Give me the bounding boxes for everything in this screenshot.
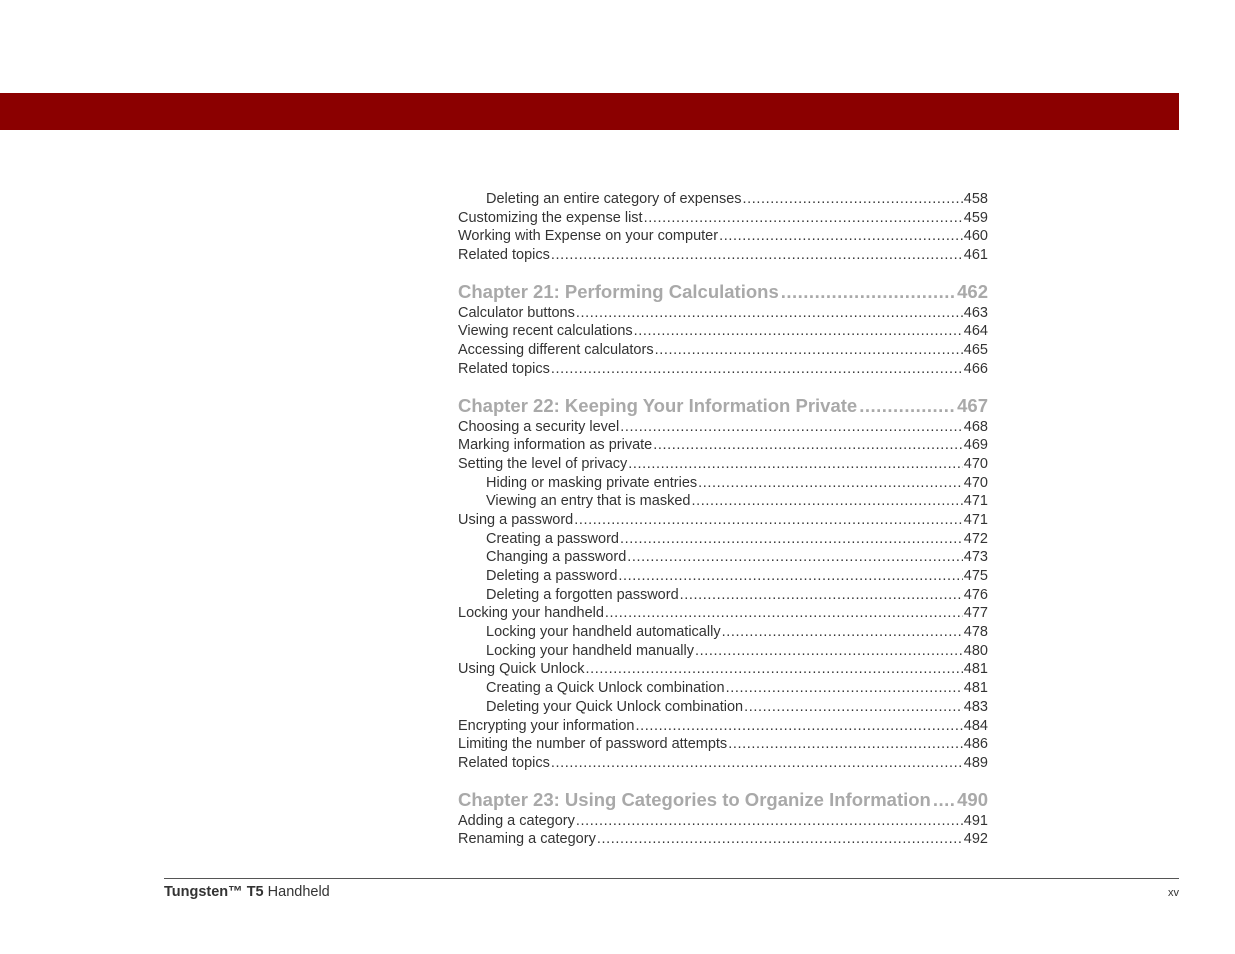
product-subtitle: Handheld <box>263 884 330 900</box>
leader-dots <box>586 660 963 679</box>
toc-entry[interactable] <box>458 548 988 567</box>
toc-group <box>458 812 988 849</box>
toc-entry-title: Locking your handheld manually <box>486 642 694 659</box>
toc-entry-title: Creating a Quick Unlock combination <box>486 680 725 697</box>
toc-entry-page: 486 <box>963 736 988 753</box>
toc-entry-page: 489 <box>963 754 988 771</box>
toc-entry[interactable] <box>458 227 988 246</box>
toc-entry-title: Choosing a security level <box>458 418 620 435</box>
toc-entry[interactable] <box>458 455 988 474</box>
leader-dots <box>655 341 963 360</box>
toc-entry-title: Marking information as private <box>458 437 653 454</box>
footer-title <box>164 884 330 900</box>
toc-entry-title: Locking your handheld <box>458 605 604 622</box>
page-number: xv <box>1168 887 1179 899</box>
toc-entry[interactable] <box>458 474 988 493</box>
toc-entry-title: Customizing the expense list <box>458 209 643 226</box>
leader-dots <box>744 698 963 717</box>
toc-entry[interactable] <box>458 436 988 455</box>
toc-entry-page: 481 <box>963 680 988 697</box>
toc-entry-title: Deleting your Quick Unlock combination <box>486 698 744 715</box>
toc-entry-title: Accessing different calculators <box>458 342 654 359</box>
leader-dots <box>618 567 962 586</box>
toc-entry-title: Related topics <box>458 247 550 264</box>
toc-entry-page: 469 <box>963 437 988 454</box>
toc-entry-title: Changing a password <box>486 549 627 566</box>
leader-dots <box>859 394 955 418</box>
leader-dots <box>653 436 963 455</box>
leader-dots <box>698 474 963 493</box>
toc-entry-title: Limiting the number of password attempts <box>458 736 728 753</box>
toc-entry[interactable] <box>458 623 988 642</box>
leader-dots <box>576 812 963 831</box>
leader-dots <box>551 360 963 379</box>
toc-entry-title: Related topics <box>458 754 550 771</box>
toc-entry-title: Locking your handheld automatically <box>486 624 721 641</box>
toc-entry-title: Hiding or masking private entries <box>486 474 698 491</box>
leader-dots <box>722 623 963 642</box>
toc-entry[interactable] <box>458 322 988 341</box>
chapter-heading[interactable] <box>458 788 988 812</box>
chapter-page: 462 <box>957 280 988 302</box>
toc-group <box>458 418 988 773</box>
toc-entry-title: Viewing recent calculations <box>458 323 633 340</box>
toc-entry[interactable] <box>458 492 988 511</box>
leader-dots <box>726 679 963 698</box>
toc-entry[interactable] <box>458 812 988 831</box>
toc-entry-title: Adding a category <box>458 812 575 829</box>
toc-entry-page: 492 <box>963 831 988 848</box>
toc-entry-title: Renaming a category <box>458 831 596 848</box>
toc-entry-page: 477 <box>963 605 988 622</box>
toc-entry-page: 473 <box>963 549 988 566</box>
toc-entry[interactable] <box>458 717 988 736</box>
chapter-title: Chapter 22: Keeping Your Information Private <box>458 394 858 416</box>
toc-entry-title: Encrypting your information <box>458 717 635 734</box>
toc-entry-page: 470 <box>963 474 988 491</box>
chapter-heading[interactable] <box>458 280 988 304</box>
leader-dots <box>680 586 963 605</box>
toc-entry-title: Using Quick Unlock <box>458 661 585 678</box>
leader-dots <box>605 604 963 623</box>
toc-entry[interactable] <box>458 246 988 265</box>
leader-dots <box>551 754 963 773</box>
toc-entry-page: 476 <box>963 586 988 603</box>
leader-dots <box>933 788 955 812</box>
toc-entry-page: 491 <box>963 812 988 829</box>
toc-group <box>458 304 988 379</box>
toc-entry[interactable] <box>458 209 988 228</box>
leader-dots <box>695 642 963 661</box>
toc-entry[interactable] <box>458 679 988 698</box>
toc-entry-page: 466 <box>963 360 988 377</box>
toc-entry-page: 484 <box>963 717 988 734</box>
toc-entry-title: Deleting a forgotten password <box>486 586 679 603</box>
toc-entry-page: 471 <box>963 511 988 528</box>
toc-entry[interactable] <box>458 660 988 679</box>
toc-entry-title: Setting the level of privacy <box>458 455 628 472</box>
leader-dots <box>628 455 963 474</box>
toc-entry-title: Deleting a password <box>486 568 618 584</box>
toc-entry-page: 460 <box>963 228 988 245</box>
toc-entry[interactable] <box>458 341 988 360</box>
toc-entry-page: 468 <box>963 418 988 435</box>
leader-dots <box>728 735 963 754</box>
toc-entry[interactable] <box>458 830 988 849</box>
leader-dots <box>781 280 955 304</box>
chapter-title: Chapter 21: Performing Calculations <box>458 280 779 302</box>
chapter-heading[interactable] <box>458 394 988 418</box>
toc-entry[interactable] <box>458 604 988 623</box>
footer-rule <box>164 878 1179 879</box>
toc-entry[interactable] <box>458 735 988 754</box>
toc-entry-page: 458 <box>963 191 988 207</box>
toc-entry-title: Using a password <box>458 511 574 528</box>
toc-entry[interactable] <box>458 754 988 773</box>
toc-entry[interactable] <box>458 304 988 323</box>
chapter-page: 490 <box>957 788 988 810</box>
toc-entry-page: 459 <box>963 209 988 226</box>
toc-entry[interactable] <box>458 642 988 661</box>
toc-entry-page: 463 <box>963 304 988 321</box>
toc-group <box>458 190 988 265</box>
toc-entry[interactable] <box>458 360 988 379</box>
toc-entry-title: Deleting an entire category of expenses <box>486 191 742 207</box>
leader-dots <box>636 717 963 736</box>
leader-dots <box>634 322 963 341</box>
toc-entry-page: 481 <box>963 661 988 678</box>
toc-entry[interactable] <box>458 586 988 605</box>
toc-entry-title: Related topics <box>458 360 550 377</box>
toc-entry[interactable] <box>458 511 988 530</box>
toc-entry-page: 478 <box>963 624 988 641</box>
product-name: Tungsten™ T5 <box>164 884 264 900</box>
table-of-contents <box>458 190 988 849</box>
toc-entry[interactable] <box>458 190 988 209</box>
toc-entry-page: 465 <box>963 342 988 359</box>
leader-dots <box>719 227 963 246</box>
toc-entry-page: 464 <box>963 323 988 340</box>
toc-entry-title: Viewing an entry that is masked <box>486 493 691 510</box>
header-banner <box>0 93 1179 130</box>
toc-entry[interactable] <box>458 530 988 549</box>
toc-entry-page: 461 <box>963 247 988 264</box>
leader-dots <box>627 548 963 567</box>
toc-entry-page: 470 <box>963 455 988 472</box>
leader-dots <box>620 418 963 437</box>
leader-dots <box>551 246 963 265</box>
toc-entry-page: 475 <box>963 568 988 584</box>
chapter-title: Chapter 23: Using Categories to Organize Information <box>458 788 931 810</box>
toc-entry-title: Calculator buttons <box>458 304 575 321</box>
leader-dots <box>574 511 963 530</box>
toc-entry-page: 472 <box>963 530 988 547</box>
toc-entry-title: Working with Expense on your computer <box>458 228 719 245</box>
toc-entry[interactable] <box>458 418 988 437</box>
leader-dots <box>644 209 963 228</box>
toc-entry[interactable] <box>458 567 988 586</box>
leader-dots <box>620 530 963 549</box>
toc-entry-title: Creating a password <box>486 530 619 547</box>
toc-entry-page: 483 <box>963 698 988 715</box>
toc-entry-page: 480 <box>963 642 988 659</box>
toc-entry-page: 471 <box>963 493 988 510</box>
leader-dots <box>691 492 962 511</box>
leader-dots <box>597 830 963 849</box>
chapter-page: 467 <box>957 394 988 416</box>
toc-entry[interactable] <box>458 698 988 717</box>
leader-dots <box>743 190 963 209</box>
leader-dots <box>576 304 963 323</box>
